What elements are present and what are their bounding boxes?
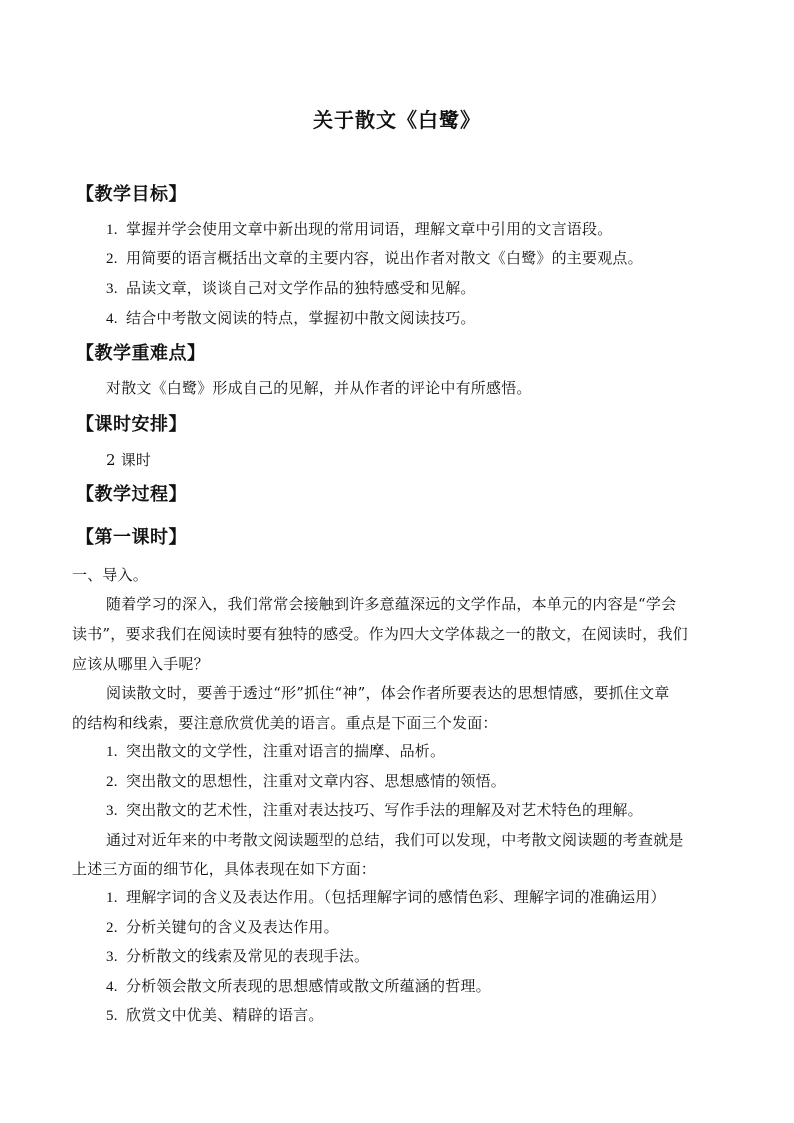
list-item-text: 理解字词的含义及表达作用。（包括理解字词的感情色彩、理解字词的准确运用） bbox=[126, 888, 666, 906]
paragraph-line: 随着学习的深入，我们常常会接触到许多意蕴深远的文学作品，本单元的内容是“学会 bbox=[106, 595, 677, 613]
list-item-number: 3. bbox=[106, 803, 118, 819]
list-item-number: 2. bbox=[106, 251, 118, 267]
paragraph-line: 应该从哪里入手呢？ bbox=[72, 655, 209, 673]
list-item-text: 结合中考散文阅读的特点，掌握初中散文阅读技巧。 bbox=[126, 309, 476, 327]
list-item-number: 2. bbox=[106, 774, 118, 790]
list-item-text: 突出散文的文学性，注重对语言的揣摩、品析。 bbox=[126, 742, 446, 760]
list-item-number: 3. bbox=[106, 281, 118, 297]
paragraph: 2 课时 bbox=[106, 451, 152, 469]
list-item-text: 突出散文的艺术性，注重对表达技巧、写作手法的理解及对艺术特色的理解。 bbox=[126, 801, 643, 819]
list-item-text: 用简要的语言概括出文章的主要内容，说出作者对散文《白鹭》的主要观点。 bbox=[126, 249, 643, 267]
paragraph-line: 阅读散文时，要善于透过“形”抓住“神”，体会作者所要表达的思想情感，要抓住文章 bbox=[106, 684, 670, 702]
list-item bbox=[106, 946, 369, 967]
list-item bbox=[106, 1005, 324, 1026]
list-item bbox=[106, 219, 612, 240]
list-item-text: 分析领会散文所表现的思想感情或散文所蕴涵的哲理。 bbox=[126, 977, 491, 995]
list-item-number: 1. bbox=[106, 890, 118, 906]
paragraph: 对散文《白鹭》形成自己的见解，并从作者的评论中有所感悟。 bbox=[106, 379, 532, 397]
list-item-text: 分析关键句的含义及表达作用。 bbox=[126, 918, 339, 936]
paragraph-line: 读书”，要求我们在阅读时要有独特的感受。作为四大文学体裁之一的散文，在阅读时，我们 bbox=[72, 625, 688, 643]
list-item-text: 欣赏文中优美、精辟的语言。 bbox=[126, 1006, 324, 1024]
paragraph-line: 上述三方面的细节化，具体表现在如下方面： bbox=[72, 860, 377, 878]
list-item bbox=[106, 278, 476, 299]
list-item-number: 4. bbox=[106, 311, 118, 327]
list-item bbox=[106, 800, 643, 821]
paragraph-line: 的结构和线索，要注意欣赏优美的语言。重点是下面三个发面： bbox=[72, 714, 498, 732]
section-title: 一、导入。 bbox=[72, 566, 149, 584]
heading-key-difficulties: 【教学重难点】 bbox=[76, 343, 206, 364]
list-item-text: 突出散文的思想性，注重对文章内容、思想感情的领悟。 bbox=[126, 772, 507, 790]
list-item bbox=[106, 741, 445, 762]
list-item-number: 3. bbox=[106, 949, 118, 965]
paragraph-line: 通过对近年来的中考散文阅读题型的总结，我们可以发现，中考散文阅读题的考查就是 bbox=[106, 831, 684, 849]
list-item bbox=[106, 771, 506, 792]
heading-schedule: 【课时安排】 bbox=[76, 414, 187, 435]
heading-teaching-process: 【教学过程】 bbox=[76, 484, 187, 505]
heading-first-lesson: 【第一课时】 bbox=[76, 527, 187, 548]
list-item-number: 1. bbox=[106, 744, 118, 760]
list-item-text: 掌握并学会使用文章中新出现的常用词语，理解文章中引用的文言语段。 bbox=[126, 220, 613, 238]
list-item-text: 分析散文的线索及常见的表现手法。 bbox=[126, 947, 370, 965]
document-title: 关于散文《白鹭》 bbox=[313, 108, 481, 132]
list-item bbox=[106, 917, 339, 938]
list-item-number: 4. bbox=[106, 979, 118, 995]
list-item-number: 2. bbox=[106, 920, 118, 936]
list-item bbox=[106, 248, 643, 269]
list-item bbox=[106, 887, 666, 908]
heading-teaching-objectives: 【教学目标】 bbox=[76, 184, 187, 205]
list-item bbox=[106, 308, 476, 329]
list-item-number: 5. bbox=[106, 1008, 118, 1024]
list-item-text: 品读文章，谈谈自己对文学作品的独特感受和见解。 bbox=[126, 279, 476, 297]
list-item-number: 1. bbox=[106, 222, 118, 238]
list-item bbox=[106, 976, 491, 997]
